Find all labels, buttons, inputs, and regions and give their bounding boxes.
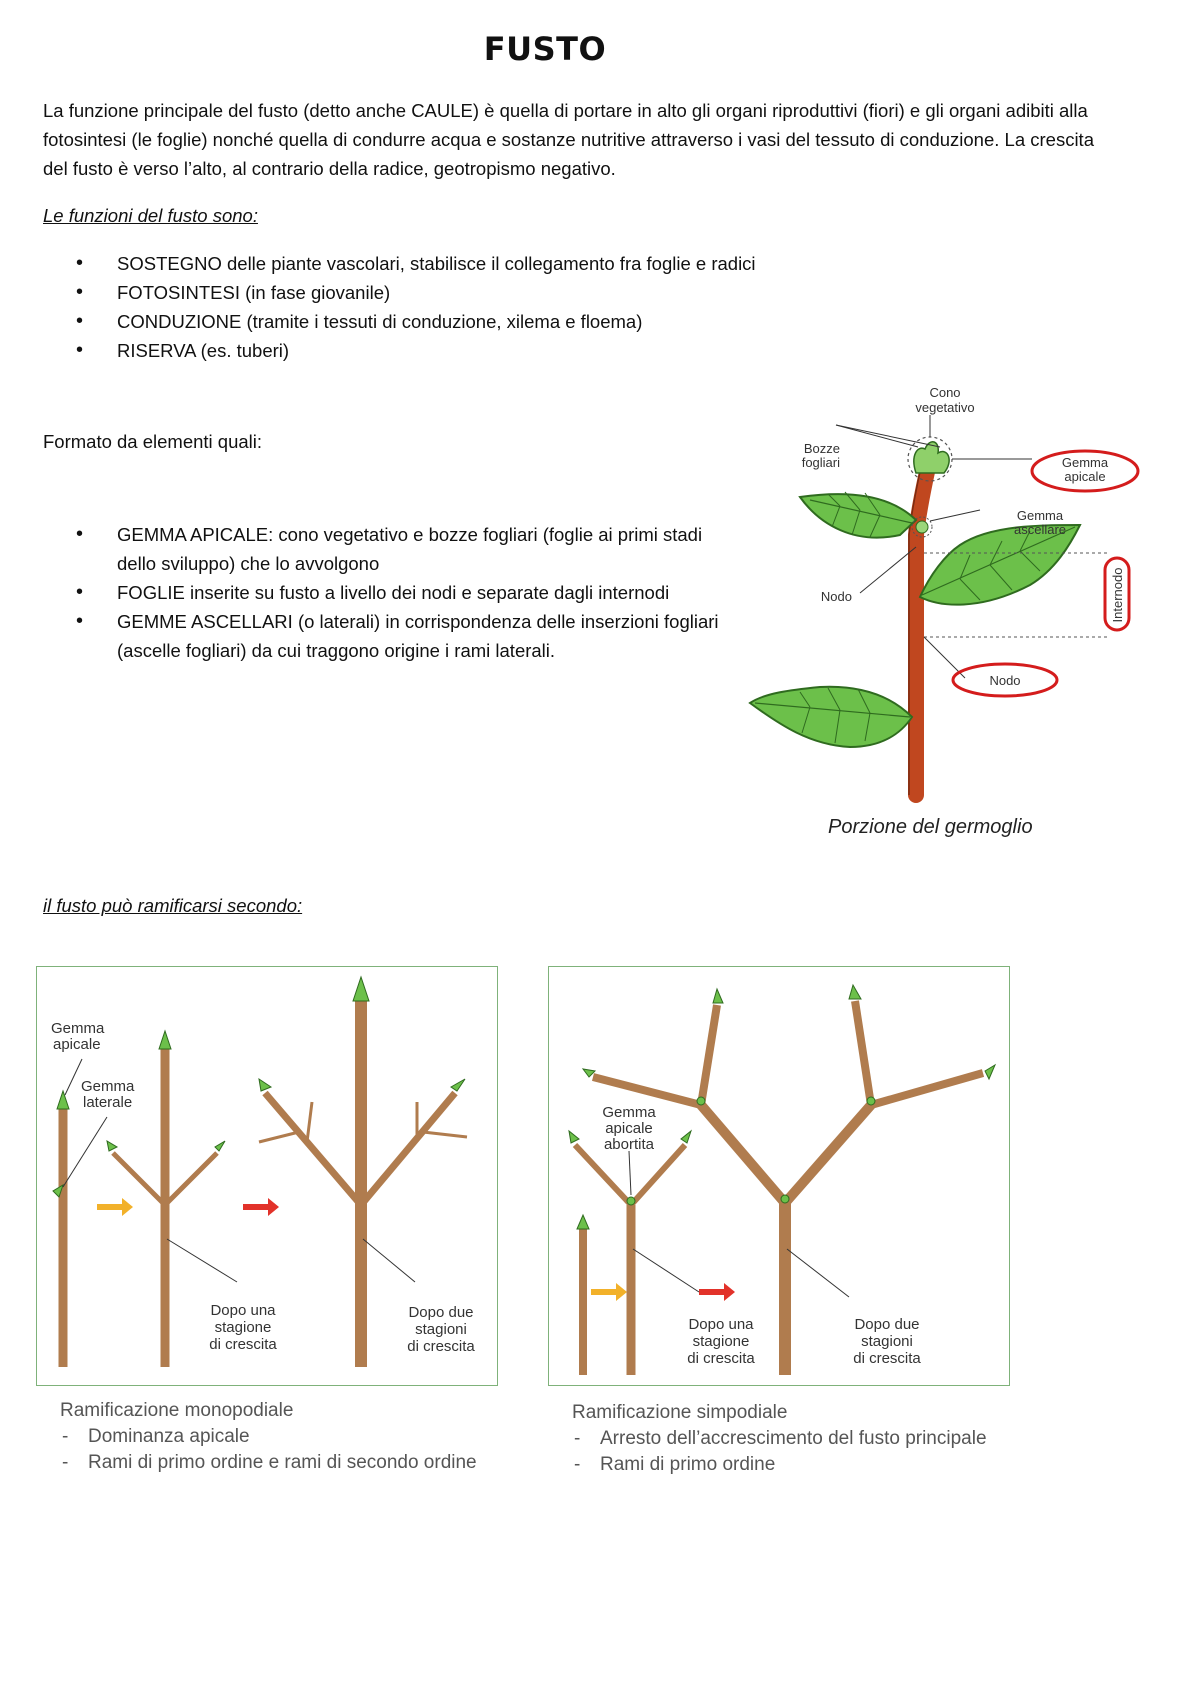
label-dopo-una-1: Dopo una <box>210 1302 276 1319</box>
list-item: - Arresto dell’accrescimento del fusto principale <box>572 1426 1132 1452</box>
branching-heading: il fusto può ramificarsi secondo: <box>43 895 303 916</box>
sympodial-caption-title: Ramificazione simpodiale <box>572 1402 788 1423</box>
sympodial-diagram <box>549 967 1009 1385</box>
label-dopo-una-1: Dopo una <box>688 1316 754 1333</box>
list-item: • CONDUZIONE (tramite i tessuti di conduzione, xilema e floema) <box>43 307 756 336</box>
axillary-bud <box>916 521 928 533</box>
label-gemma-ascellare-2: ascellare <box>1013 522 1067 537</box>
label-gemma-laterale-2: laterale <box>83 1094 133 1111</box>
leaf-upper-left <box>800 492 916 538</box>
list-item: • GEMME ASCELLARI (o laterali) in corrispondenza delle inserzioni fogliari (ascelle fogliari) da cui traggono origine i rami laterali. <box>43 607 743 665</box>
label-dopo-due-3: di crescita <box>853 1350 921 1367</box>
monopodial-panel <box>36 966 498 1386</box>
label-nodo-right: Nodo <box>989 673 1021 688</box>
monopodial-caption-title: Ramificazione monopodiale <box>60 1400 294 1421</box>
label-cono-1: Cono <box>929 385 961 400</box>
page-title: FUSTO <box>483 30 607 68</box>
sympodial-caption <box>572 1400 1132 1478</box>
leaf-lower-left <box>750 687 912 747</box>
label-gemma-2: apicale <box>605 1120 653 1137</box>
monopodial-diagram <box>37 967 497 1385</box>
label-dopo-una-2: stagione <box>214 1319 272 1336</box>
list-item: - Dominanza apicale <box>60 1424 540 1450</box>
label-gemma-apicale-1: Gemma <box>1061 455 1109 470</box>
caption-dash: - <box>62 1452 69 1473</box>
label-gemma-apicale-2: apicale <box>53 1036 101 1053</box>
list-item: • FOTOSINTESI (in fase giovanile) <box>43 278 756 307</box>
caption-dash: - <box>574 1454 581 1475</box>
label-dopo-due-2: stagioni <box>415 1321 467 1338</box>
label-gemma-1: Gemma <box>602 1104 656 1121</box>
elements-list <box>43 520 743 665</box>
label-dopo-due-3: di crescita <box>407 1338 475 1355</box>
label-internodo: Internodo <box>1110 567 1125 623</box>
label-dopo-due-1: Dopo due <box>854 1316 920 1333</box>
list-item: • FOGLIE inserite su fusto a livello dei nodi e separate dagli internodi <box>43 578 743 607</box>
sympodial-panel <box>548 966 1010 1386</box>
list-item: - Rami di primo ordine e rami di secondo ordine <box>60 1450 540 1476</box>
caption-dash: - <box>574 1428 581 1449</box>
list-item: • SOSTEGNO delle piante vascolari, stabilisce il collegamento fra foglie e radici <box>43 249 756 278</box>
list-item: • RISERVA (es. tuberi) <box>43 336 756 365</box>
label-dopo-due-2: stagioni <box>861 1333 913 1350</box>
list-item: - Rami di primo ordine <box>572 1452 1132 1478</box>
label-gemma-ascellare-1: Gemma <box>1016 508 1064 523</box>
label-gemma-apicale-1: Gemma <box>51 1020 105 1037</box>
stem <box>916 467 928 795</box>
label-gemma-3: abortita <box>603 1136 655 1153</box>
label-bozze-1: Bozze <box>803 441 840 456</box>
list-item: • GEMMA APICALE: cono vegetativo e bozze fogliari (foglie ai primi stadi dello sviluppo) che lo avvolgono <box>43 520 743 578</box>
apical-bud <box>914 442 949 473</box>
label-gemma-laterale-1: Gemma <box>81 1078 135 1095</box>
shoot-caption: Porzione del germoglio <box>828 816 1033 838</box>
functions-list <box>43 249 756 365</box>
caption-dash: - <box>62 1426 69 1447</box>
label-nodo-left: Nodo <box>820 589 852 604</box>
elements-heading: Formato da elementi quali: <box>43 431 263 452</box>
label-dopo-due-1: Dopo due <box>408 1304 474 1321</box>
label-bozze-2: fogliari <box>801 455 840 470</box>
label-dopo-una-3: di crescita <box>687 1350 755 1367</box>
monopodial-caption <box>60 1398 540 1476</box>
intro-paragraph: La funzione principale del fusto (detto anche CAULE) è quella di portare in alto gli organi riproduttivi (fiori) e gli organi adibiti alla fotosintesi (le foglie) nonché quella di condurre acqua e sostanze nutritive attraverso i vasi del tessuto di conduzione. La crescita del fusto è verso l’alto, al contrario della radice, geotropismo negativo. <box>43 100 1094 179</box>
label-dopo-una-3: di crescita <box>209 1336 277 1353</box>
functions-heading: Le funzioni del fusto sono: <box>43 205 258 226</box>
shoot-diagram <box>740 375 1150 815</box>
label-gemma-apicale-2: apicale <box>1064 469 1106 484</box>
label-dopo-una-2: stagione <box>692 1333 750 1350</box>
label-cono-2: vegetativo <box>915 400 975 415</box>
